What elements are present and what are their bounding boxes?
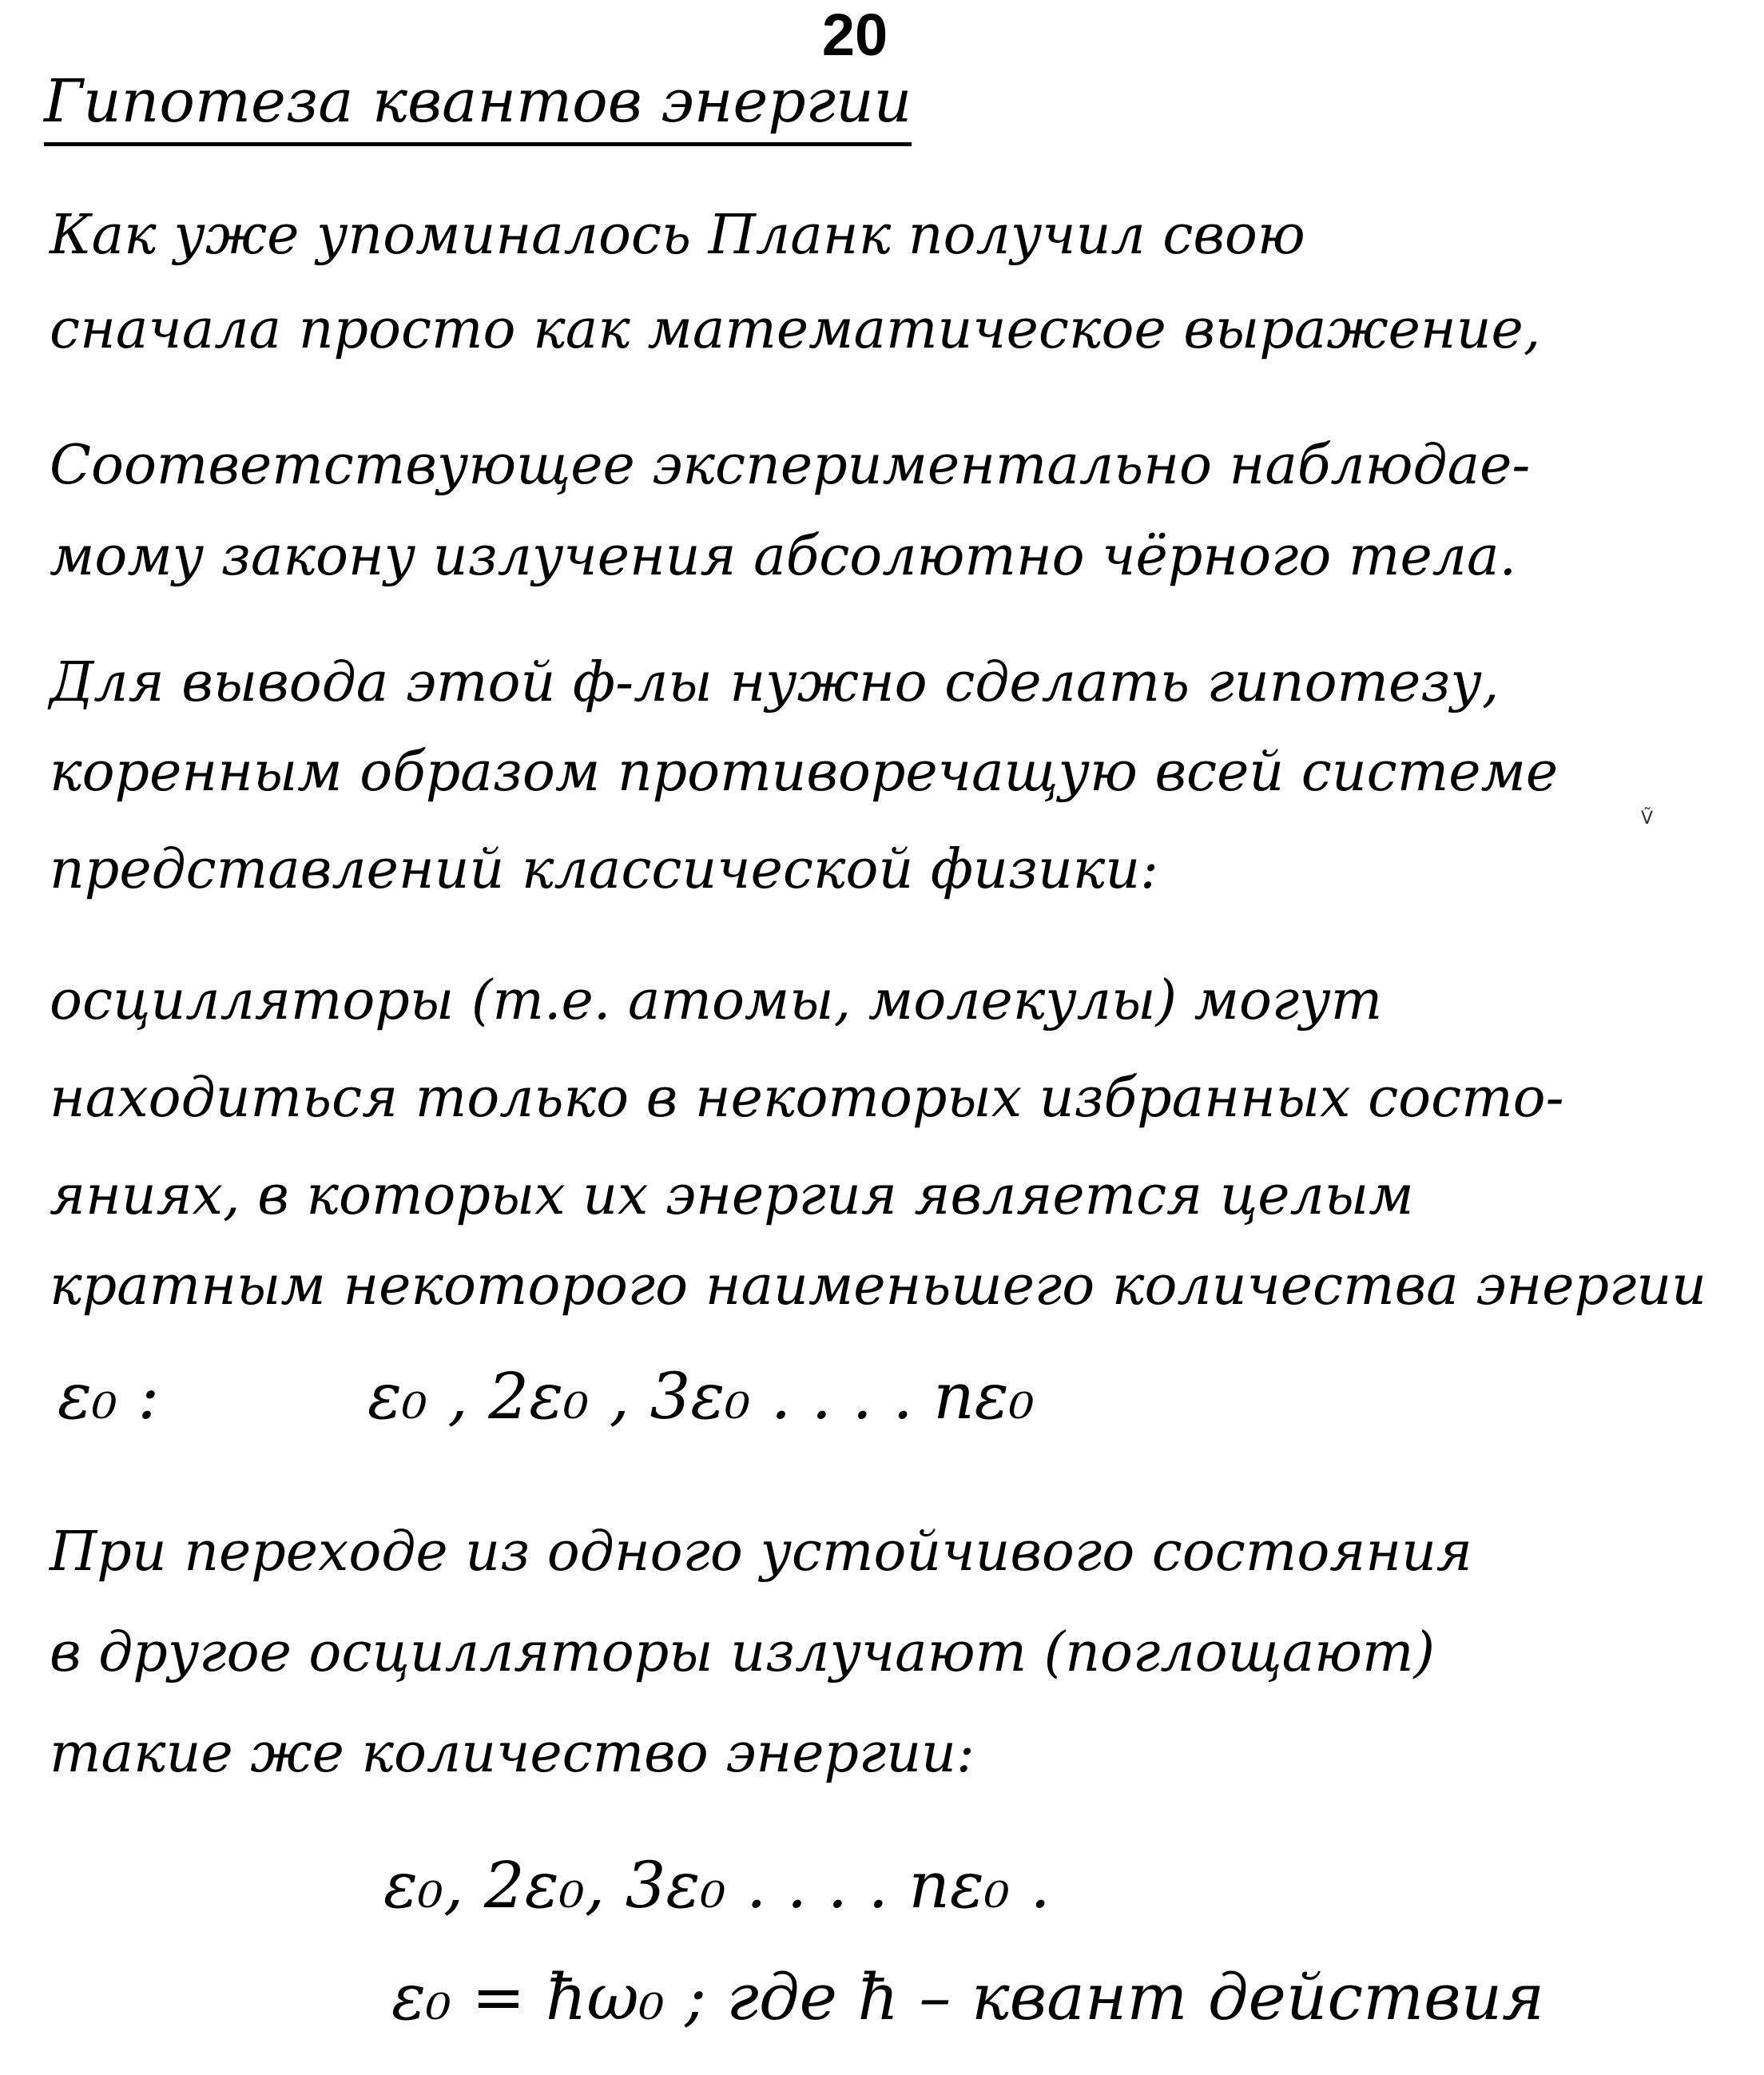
formula-series: ε₀, 2ε₀, 3ε₀ . . . . nε₀ . [383,1848,1051,1922]
formula-series: ε₀ , 2ε₀ , 3ε₀ . . . . nε₀ [368,1359,1035,1433]
formula-definition: ε₀ = ħω₀ ; где ħ – квант действия [391,1960,1545,2034]
text-line: коренным образом противоречащую всей системе [50,741,1559,804]
text-line: мому закону излучения абсолютно чёрного тела. [50,525,1517,588]
text-line: такие же количество энергии: [50,1722,975,1785]
text-line: кратным некоторого наименьшего количества энергии [50,1254,1706,1318]
text-line: Для вывода этой ф-лы нужно сделать гипотезу, [50,651,1500,714]
stray-mark: Ṽ [1641,809,1654,829]
page-number: 20 [821,2,888,68]
formula-label: ε₀ : [58,1359,160,1433]
page-heading: Гипотеза квантов энергии [44,66,912,146]
text-line: сначала просто как математическое выражение, [50,298,1541,361]
text-line: находиться только в некоторых избранных состо- [50,1067,1564,1130]
text-line: При переходе из одного устойчивого состояния [50,1520,1472,1584]
text-line: представлений классической физики: [50,838,1159,901]
text-line: осцилляторы (т.е. атомы, молекулы) могут [50,969,1383,1032]
text-line: Как уже упоминалось Планк получил свою [50,204,1305,267]
text-line: Соответствующее экспериментально наблюдае- [50,434,1531,497]
text-line: в другое осцилляторы излучают (поглощают) [50,1621,1436,1684]
text-line: яниях, в которых их энергия является целым [50,1164,1414,1227]
